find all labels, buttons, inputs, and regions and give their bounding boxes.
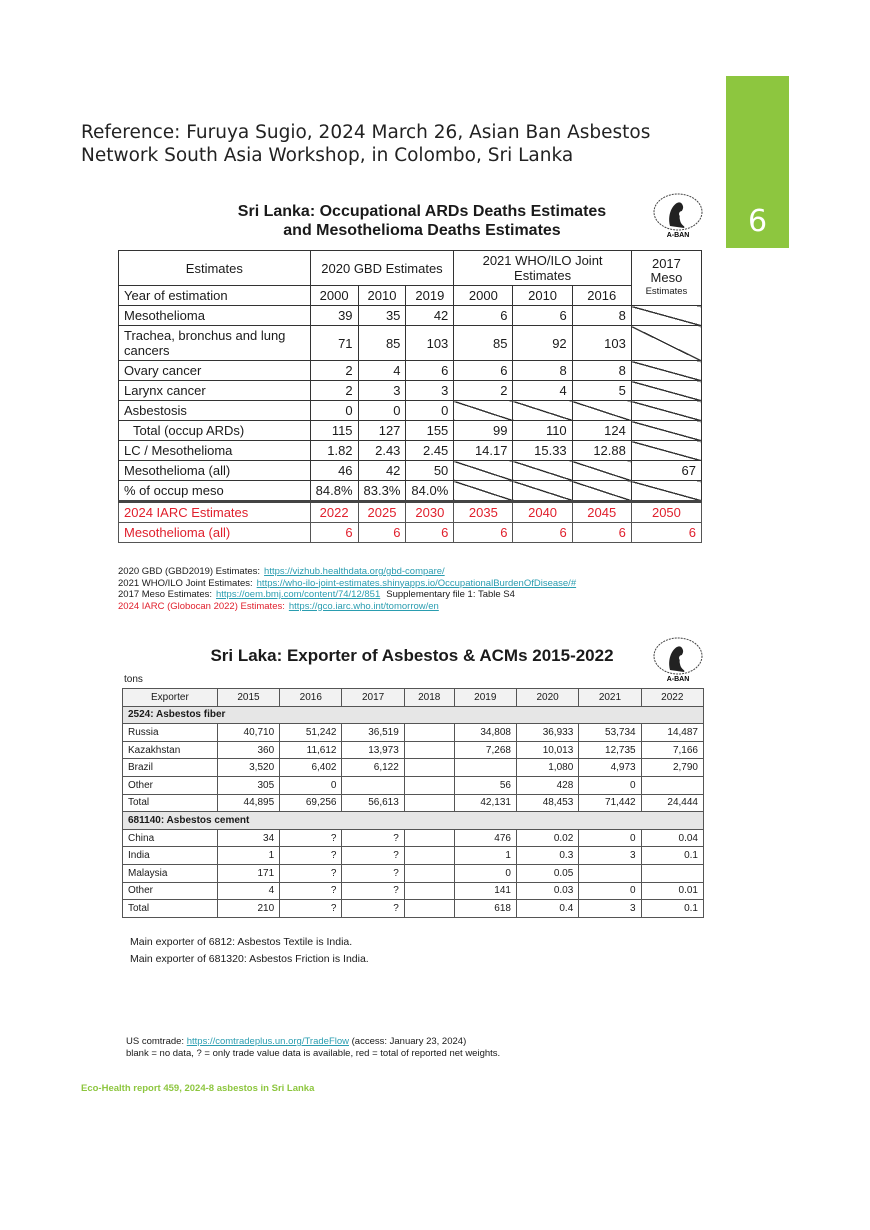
table-row bbox=[123, 741, 704, 759]
estimate-value: 8 bbox=[572, 306, 631, 326]
estimate-value: 8 bbox=[513, 361, 572, 381]
export-value: 1 bbox=[217, 847, 279, 865]
export-value: 56,613 bbox=[342, 794, 404, 812]
estimate-row bbox=[119, 381, 702, 401]
estimate-row bbox=[119, 401, 702, 421]
estimate-value: 2 bbox=[454, 381, 513, 401]
exporter-name: China bbox=[123, 829, 218, 847]
export-value: ? bbox=[280, 864, 342, 882]
iarc-year-row bbox=[119, 502, 702, 523]
table-row bbox=[123, 882, 704, 900]
export-value: ? bbox=[280, 829, 342, 847]
iarc-value: 6 bbox=[513, 523, 572, 543]
estimate-value: 2 bbox=[310, 361, 358, 381]
estimate-value: 3 bbox=[358, 381, 406, 401]
iarc-year: 2050 bbox=[631, 502, 701, 523]
export-value: 0.03 bbox=[516, 882, 578, 900]
export-value: ? bbox=[342, 900, 404, 918]
estimate-value: 15.33 bbox=[513, 441, 572, 461]
exporter-name: Other bbox=[123, 776, 218, 794]
column-header: 2021 bbox=[579, 689, 641, 707]
estimate-row bbox=[119, 481, 702, 502]
estimate-value: 155 bbox=[406, 421, 454, 441]
estimate-value bbox=[631, 401, 701, 421]
estimate-value: 103 bbox=[572, 326, 631, 361]
estimate-value: 42 bbox=[406, 306, 454, 326]
export-value: 0.02 bbox=[516, 829, 578, 847]
estimate-value bbox=[454, 481, 513, 502]
export-value: 4,973 bbox=[579, 759, 641, 777]
page-number: 6 bbox=[747, 204, 768, 239]
estimate-value: 84.0% bbox=[406, 481, 454, 502]
estimate-value: 0 bbox=[358, 401, 406, 421]
row-label: Total (occup ARDs) bbox=[119, 421, 311, 441]
estimate-value: 110 bbox=[513, 421, 572, 441]
main-exporter-notes bbox=[130, 934, 369, 968]
estimate-value bbox=[513, 481, 572, 502]
estimate-value: 3 bbox=[406, 381, 454, 401]
export-value: 428 bbox=[516, 776, 578, 794]
estimate-value: 103 bbox=[406, 326, 454, 361]
export-value: 12,735 bbox=[579, 741, 641, 759]
export-value: 34,808 bbox=[454, 724, 516, 742]
export-value: ? bbox=[280, 882, 342, 900]
export-value: 0 bbox=[579, 829, 641, 847]
table-row bbox=[123, 900, 704, 918]
estimate-value bbox=[631, 326, 701, 361]
column-header: 2017 bbox=[342, 689, 404, 707]
estimate-value bbox=[513, 461, 572, 481]
export-value: 0.05 bbox=[516, 864, 578, 882]
estimate-value bbox=[631, 481, 701, 502]
iarc-values-row bbox=[119, 523, 702, 543]
estimate-row bbox=[119, 326, 702, 361]
estimate-value: 124 bbox=[572, 421, 631, 441]
column-header: Exporter bbox=[123, 689, 218, 707]
export-value: ? bbox=[342, 864, 404, 882]
comtrade-legend: blank = no data, ? = only trade value data is available, red = total of reported net weights. bbox=[126, 1047, 501, 1059]
year-row-label: Year of estimation bbox=[119, 286, 311, 306]
column-header: 2016 bbox=[280, 689, 342, 707]
year-cell: 2010 bbox=[358, 286, 406, 306]
section-row bbox=[123, 812, 704, 830]
table-row bbox=[123, 847, 704, 865]
source-link[interactable]: https://oem.bmj.com/content/74/12/851 bbox=[216, 589, 381, 600]
iarc-label: 2024 IARC Estimates bbox=[119, 502, 311, 523]
export-value: 2,790 bbox=[641, 759, 703, 777]
source-extra: Supplementary file 1: Table S4 bbox=[386, 589, 515, 600]
export-value: 10,013 bbox=[516, 741, 578, 759]
estimate-value: 0 bbox=[310, 401, 358, 421]
column-header: 2019 bbox=[454, 689, 516, 707]
source-line bbox=[118, 578, 576, 590]
export-value: 3 bbox=[579, 900, 641, 918]
iarc-year: 2040 bbox=[513, 502, 572, 523]
row-label: Mesothelioma (all) bbox=[119, 461, 311, 481]
iarc-value: 6 bbox=[310, 523, 358, 543]
export-value: 56 bbox=[454, 776, 516, 794]
header-gbd: 2020 GBD Estimates bbox=[310, 251, 454, 286]
export-value: 0 bbox=[579, 882, 641, 900]
estimate-row bbox=[119, 461, 702, 481]
export-value: 6,122 bbox=[342, 759, 404, 777]
export-value: 13,973 bbox=[342, 741, 404, 759]
export-value: 7,268 bbox=[454, 741, 516, 759]
row-label: % of occup meso bbox=[119, 481, 311, 502]
header-meso-2017-sub: Estimates bbox=[645, 286, 688, 297]
iarc-value: 6 bbox=[454, 523, 513, 543]
source-link[interactable]: https://gco.iarc.who.int/tomorrow/en bbox=[288, 600, 439, 612]
export-value bbox=[404, 724, 454, 742]
export-value bbox=[404, 776, 454, 794]
estimate-value: 1.82 bbox=[310, 441, 358, 461]
estimate-value: 83.3% bbox=[358, 481, 406, 502]
header-who-ilo: 2021 WHO/ILO Joint Estimates bbox=[454, 251, 632, 286]
source-label: 2020 GBD (GBD2019) Estimates: bbox=[118, 566, 261, 577]
column-header: 2015 bbox=[217, 689, 279, 707]
ards-deaths-table bbox=[118, 250, 702, 543]
export-value: ? bbox=[342, 847, 404, 865]
export-value: 40,710 bbox=[217, 724, 279, 742]
export-value: 11,612 bbox=[280, 741, 342, 759]
export-value: 4 bbox=[217, 882, 279, 900]
estimate-value: 84.8% bbox=[310, 481, 358, 502]
year-cell: 2000 bbox=[310, 286, 358, 306]
row-label: Mesothelioma bbox=[119, 306, 311, 326]
estimate-value: 8 bbox=[572, 361, 631, 381]
estimate-value: 85 bbox=[358, 326, 406, 361]
table-row bbox=[123, 759, 704, 777]
table2-title: Sri Laka: Exporter of Asbestos & ACMs 2015-2022 bbox=[210, 646, 614, 665]
export-value: 0.1 bbox=[641, 847, 703, 865]
estimate-value: 6 bbox=[454, 306, 513, 326]
estimate-value: 46 bbox=[310, 461, 358, 481]
row-label: Larynx cancer bbox=[119, 381, 311, 401]
comtrade-label: US comtrade: bbox=[126, 1036, 185, 1047]
export-value: 42,131 bbox=[454, 794, 516, 812]
estimate-value: 6 bbox=[513, 306, 572, 326]
export-value bbox=[641, 776, 703, 794]
estimate-value: 4 bbox=[513, 381, 572, 401]
estimate-row bbox=[119, 421, 702, 441]
estimate-value: 39 bbox=[310, 306, 358, 326]
estimate-row bbox=[119, 306, 702, 326]
source-link[interactable]: https://who-ilo-joint-estimates.shinyapps.io/OccupationalBurdenOfDisease/# bbox=[256, 577, 577, 589]
estimate-value bbox=[572, 461, 631, 481]
export-value: 14,487 bbox=[641, 724, 703, 742]
iarc-value: 6 bbox=[358, 523, 406, 543]
export-value bbox=[641, 864, 703, 882]
exporter-name: Total bbox=[123, 900, 218, 918]
export-value: 0 bbox=[579, 776, 641, 794]
export-value: 44,895 bbox=[217, 794, 279, 812]
exporter-name: Malaysia bbox=[123, 864, 218, 882]
section-label: 2524: Asbestos fiber bbox=[123, 706, 704, 724]
estimate-value: 50 bbox=[406, 461, 454, 481]
export-value: 34 bbox=[217, 829, 279, 847]
aban-logo-icon bbox=[648, 190, 708, 240]
aban-logo-text: A-BAN bbox=[666, 676, 690, 683]
estimate-value bbox=[631, 381, 701, 401]
export-value bbox=[404, 882, 454, 900]
estimate-value: 6 bbox=[406, 361, 454, 381]
estimate-row bbox=[119, 441, 702, 461]
source-label: 2017 Meso Estimates: bbox=[118, 589, 212, 600]
export-value: 305 bbox=[217, 776, 279, 794]
iarc-year: 2045 bbox=[572, 502, 631, 523]
exporter-name: Brazil bbox=[123, 759, 218, 777]
estimate-value bbox=[572, 481, 631, 502]
export-value bbox=[404, 864, 454, 882]
row-label: Ovary cancer bbox=[119, 361, 311, 381]
export-value: 7,166 bbox=[641, 741, 703, 759]
source-label: 2024 IARC (Globocan 2022) Estimates: bbox=[118, 600, 285, 612]
iarc-year: 2030 bbox=[406, 502, 454, 523]
export-value: 0.1 bbox=[641, 900, 703, 918]
comtrade-notes bbox=[126, 1036, 500, 1059]
export-value: 71,442 bbox=[579, 794, 641, 812]
estimate-value: 42 bbox=[358, 461, 406, 481]
header-meso-2017-title: 2017 Meso bbox=[650, 256, 683, 285]
export-value: 141 bbox=[454, 882, 516, 900]
export-value: 360 bbox=[217, 741, 279, 759]
estimate-value: 5 bbox=[572, 381, 631, 401]
export-value: 6,402 bbox=[280, 759, 342, 777]
export-value bbox=[404, 847, 454, 865]
export-value: ? bbox=[342, 829, 404, 847]
row-label: Asbestosis bbox=[119, 401, 311, 421]
column-header: 2020 bbox=[516, 689, 578, 707]
export-value: 171 bbox=[217, 864, 279, 882]
column-header: 2018 bbox=[404, 689, 454, 707]
export-value: ? bbox=[280, 847, 342, 865]
estimate-value: 35 bbox=[358, 306, 406, 326]
table1-title-line1: Sri Lanka: Occupational ARDs Deaths Estimates bbox=[237, 203, 607, 220]
scanned-slide bbox=[112, 190, 710, 1070]
estimate-value bbox=[454, 401, 513, 421]
export-value: 0 bbox=[454, 864, 516, 882]
source-line bbox=[118, 566, 576, 578]
estimate-value: 2.43 bbox=[358, 441, 406, 461]
iarc-row-label: Mesothelioma (all) bbox=[119, 523, 311, 543]
exporter-name: India bbox=[123, 847, 218, 865]
export-value: 3 bbox=[579, 847, 641, 865]
comtrade-link[interactable]: https://comtradeplus.un.org/TradeFlow bbox=[186, 1036, 349, 1047]
exporter-table bbox=[122, 688, 704, 918]
estimate-value bbox=[454, 461, 513, 481]
export-value: 0.3 bbox=[516, 847, 578, 865]
comtrade-access: (access: January 23, 2024) bbox=[351, 1036, 467, 1047]
iarc-year: 2025 bbox=[358, 502, 406, 523]
estimate-value: 4 bbox=[358, 361, 406, 381]
estimate-value bbox=[631, 361, 701, 381]
export-value: 0 bbox=[280, 776, 342, 794]
main-note: Main exporter of 6812: Asbestos Textile is India. bbox=[130, 936, 353, 948]
export-value bbox=[342, 776, 404, 794]
table-row bbox=[123, 776, 704, 794]
export-value bbox=[404, 794, 454, 812]
export-value: 24,444 bbox=[641, 794, 703, 812]
export-value: 3,520 bbox=[217, 759, 279, 777]
exporter-name: Total bbox=[123, 794, 218, 812]
export-value: 69,256 bbox=[280, 794, 342, 812]
export-value: 210 bbox=[217, 900, 279, 918]
export-value bbox=[404, 900, 454, 918]
estimate-value: 67 bbox=[631, 461, 701, 481]
row-label: Trachea, bronchus and lung cancers bbox=[119, 326, 311, 361]
export-value: 51,242 bbox=[280, 724, 342, 742]
iarc-year: 2022 bbox=[310, 502, 358, 523]
footer-text: Eco-Health report 459, 2024-8 asbestos in Sri Lanka bbox=[81, 1083, 315, 1094]
export-value: 0.01 bbox=[641, 882, 703, 900]
year-cell: 2019 bbox=[406, 286, 454, 306]
aban-logo-text: A-BAN bbox=[666, 232, 690, 239]
column-header: 2022 bbox=[641, 689, 703, 707]
iarc-value: 6 bbox=[572, 523, 631, 543]
iarc-value: 6 bbox=[406, 523, 454, 543]
estimate-row bbox=[119, 361, 702, 381]
estimate-value: 2 bbox=[310, 381, 358, 401]
row-label: LC / Mesothelioma bbox=[119, 441, 311, 461]
iarc-year: 2035 bbox=[454, 502, 513, 523]
source-label: 2021 WHO/ILO Joint Estimates: bbox=[118, 577, 253, 589]
export-value: ? bbox=[280, 900, 342, 918]
section-label: 681140: Asbestos cement bbox=[123, 812, 704, 830]
estimate-value: 127 bbox=[358, 421, 406, 441]
section-row bbox=[123, 706, 704, 724]
source-line bbox=[118, 601, 576, 613]
table-header-row bbox=[123, 689, 704, 707]
source-line bbox=[118, 589, 576, 601]
export-value: 36,519 bbox=[342, 724, 404, 742]
table-row bbox=[123, 829, 704, 847]
reference-text: Reference: Furuya Sugio, 2024 March 26, Asian Ban Asbestos Network South Asia Workshop, in Colombo, Sri Lanka bbox=[81, 122, 651, 166]
aban-logo-icon bbox=[648, 634, 708, 684]
export-value bbox=[454, 759, 516, 777]
estimate-value: 2.45 bbox=[406, 441, 454, 461]
export-value: 48,453 bbox=[516, 794, 578, 812]
estimate-value: 85 bbox=[454, 326, 513, 361]
year-row bbox=[119, 286, 702, 306]
exporter-name: Russia bbox=[123, 724, 218, 742]
estimate-value: 12.88 bbox=[572, 441, 631, 461]
estimate-value: 71 bbox=[310, 326, 358, 361]
estimate-value: 6 bbox=[454, 361, 513, 381]
year-cell: 2016 bbox=[572, 286, 631, 306]
year-cell: 2000 bbox=[454, 286, 513, 306]
estimate-value bbox=[631, 421, 701, 441]
export-value bbox=[579, 864, 641, 882]
estimate-value: 0 bbox=[406, 401, 454, 421]
table-row bbox=[123, 794, 704, 812]
iarc-value: 6 bbox=[631, 523, 701, 543]
estimate-value bbox=[513, 401, 572, 421]
exporter-name: Kazakhstan bbox=[123, 741, 218, 759]
export-value bbox=[404, 759, 454, 777]
header-meso-2017 bbox=[631, 251, 701, 306]
table-row bbox=[123, 864, 704, 882]
export-value: ? bbox=[342, 882, 404, 900]
export-value bbox=[404, 741, 454, 759]
source-link[interactable]: https://vizhub.healthdata.org/gbd-compare/ bbox=[264, 566, 445, 577]
estimate-value: 92 bbox=[513, 326, 572, 361]
estimate-value bbox=[572, 401, 631, 421]
year-cell: 2010 bbox=[513, 286, 572, 306]
export-value: 53,734 bbox=[579, 724, 641, 742]
export-value bbox=[404, 829, 454, 847]
main-note: Main exporter of 681320: Asbestos Friction is India. bbox=[130, 953, 369, 965]
estimate-value bbox=[631, 441, 701, 461]
sources-notes bbox=[118, 566, 576, 612]
estimate-value: 99 bbox=[454, 421, 513, 441]
export-value: 36,933 bbox=[516, 724, 578, 742]
export-value: 476 bbox=[454, 829, 516, 847]
units-label: tons bbox=[124, 674, 143, 685]
export-value: 0.04 bbox=[641, 829, 703, 847]
header-estimates: Estimates bbox=[119, 251, 311, 286]
estimate-value: 14.17 bbox=[454, 441, 513, 461]
export-value: 1,080 bbox=[516, 759, 578, 777]
export-value: 0.4 bbox=[516, 900, 578, 918]
export-value: 618 bbox=[454, 900, 516, 918]
estimate-value bbox=[631, 306, 701, 326]
table1-title-line2: and Mesothelioma Deaths Estimates bbox=[283, 222, 561, 239]
export-value: 1 bbox=[454, 847, 516, 865]
exporter-name: Other bbox=[123, 882, 218, 900]
table-row bbox=[123, 724, 704, 742]
estimate-value: 115 bbox=[310, 421, 358, 441]
